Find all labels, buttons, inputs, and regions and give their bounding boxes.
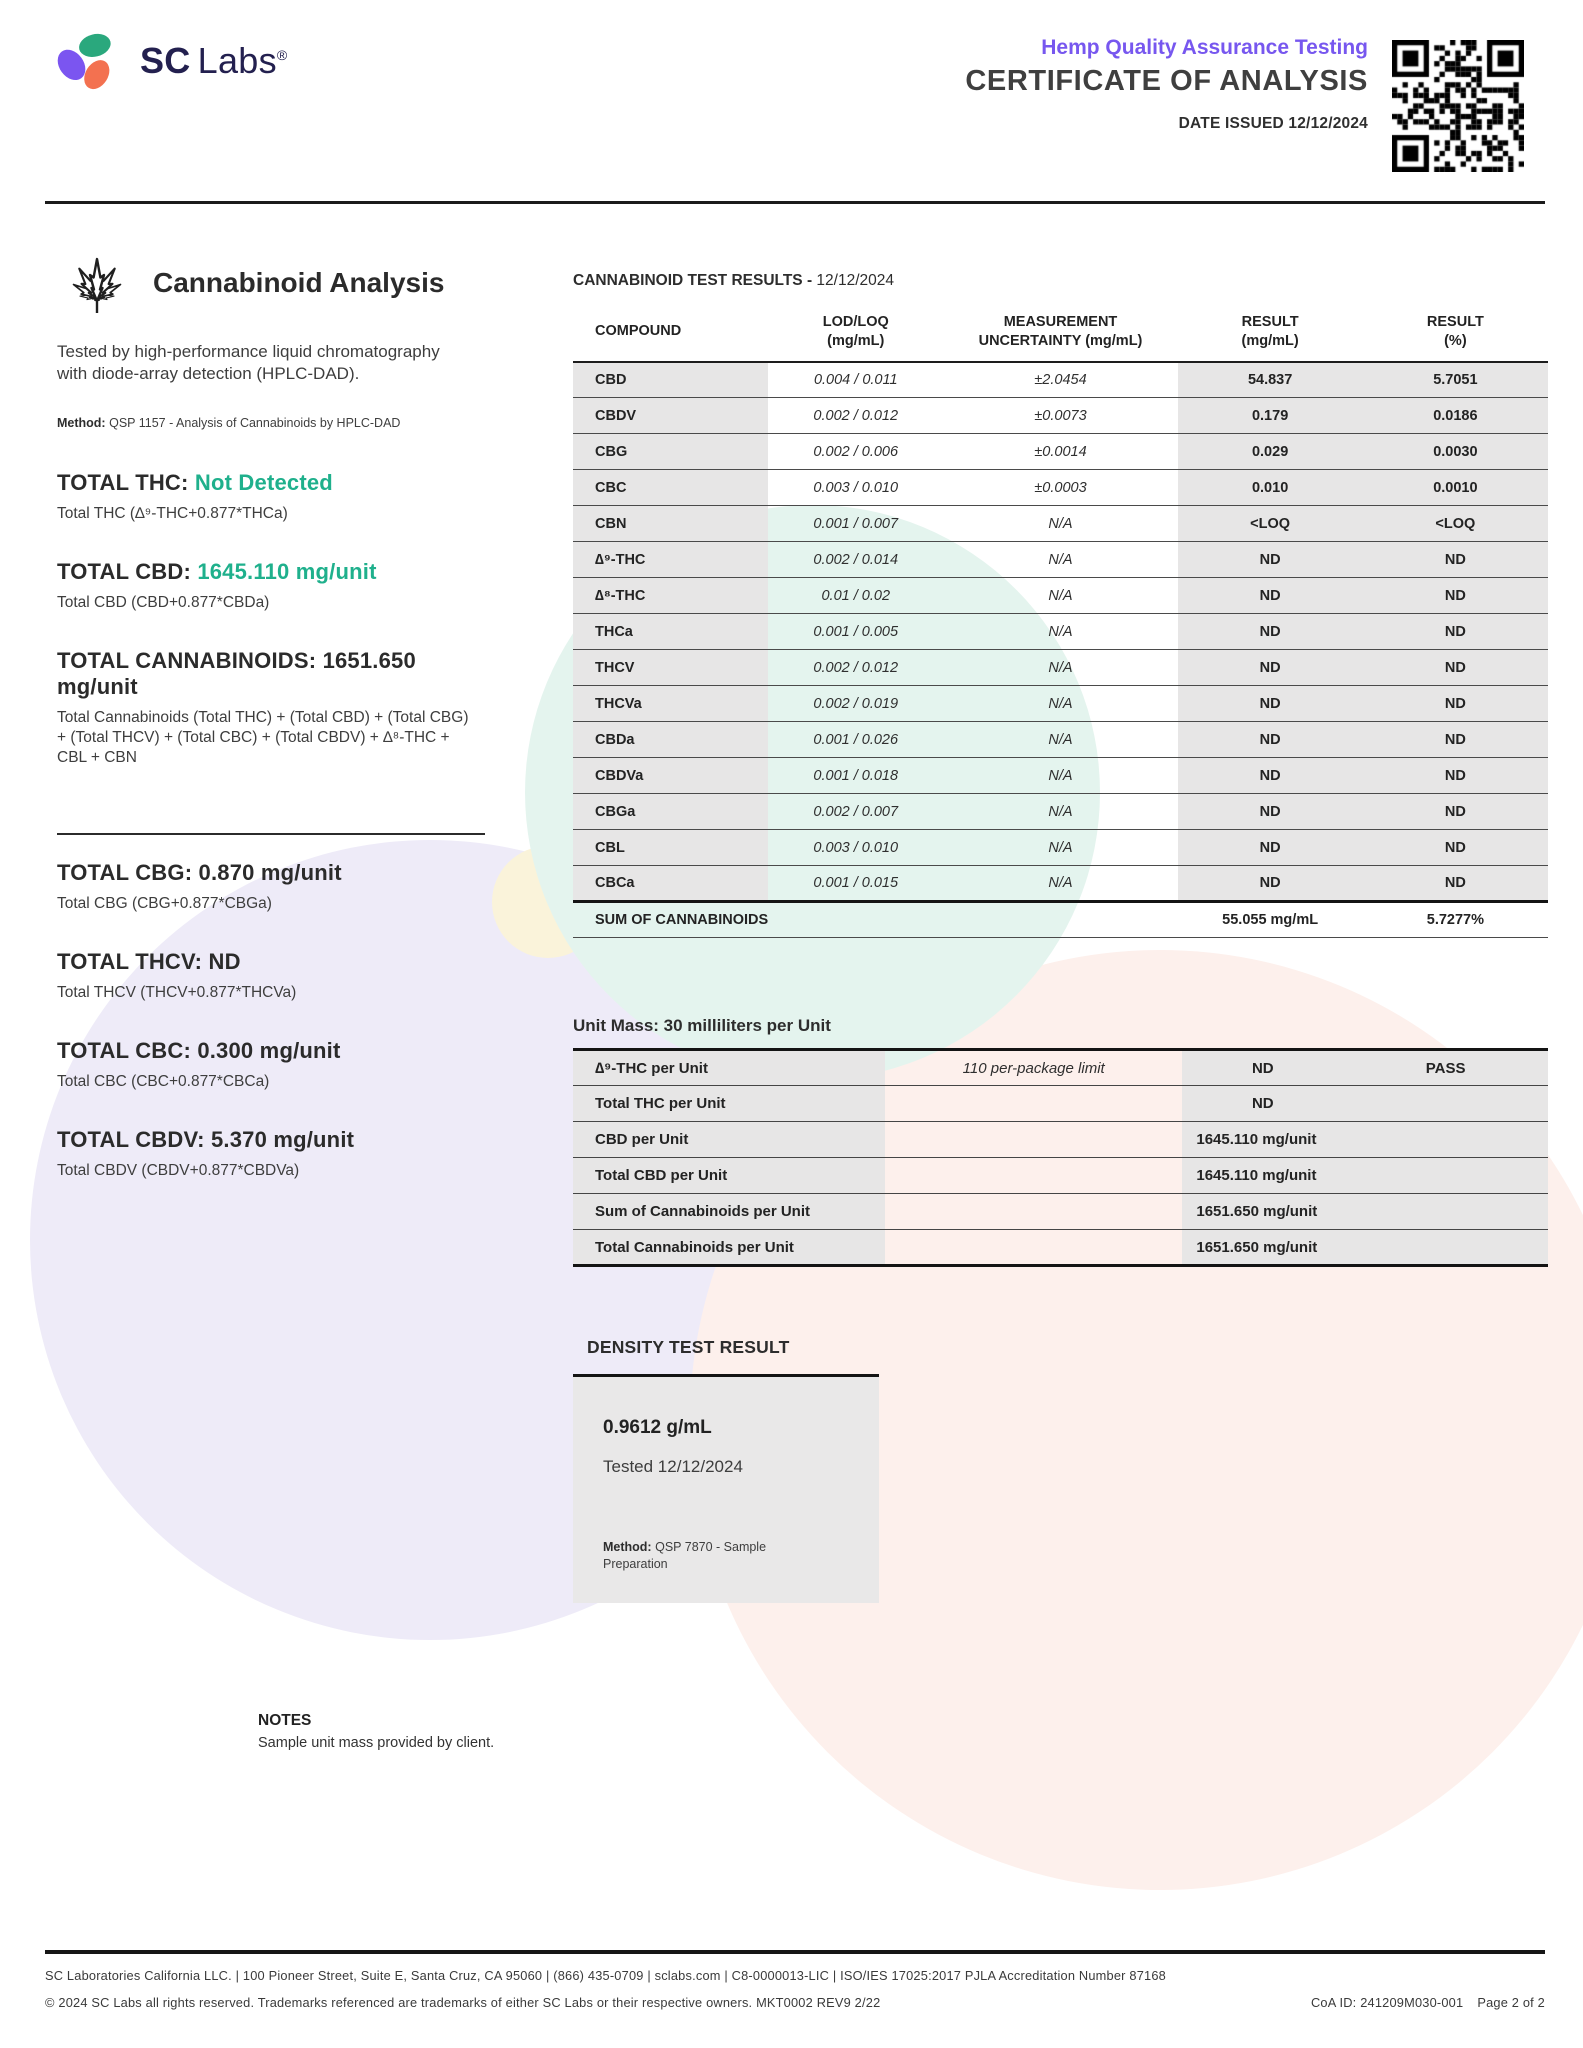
result-mg: ND bbox=[1178, 830, 1363, 866]
brand-wordmark: SC Labs® bbox=[140, 40, 288, 81]
uncertainty: N/A bbox=[944, 686, 1178, 722]
total-formula: Total CBG (CBG+0.877*CBGa) bbox=[57, 894, 272, 912]
compound-name: THCa bbox=[573, 614, 768, 650]
table-row bbox=[573, 506, 1548, 542]
compound-name: CBDa bbox=[573, 722, 768, 758]
unit-row-note bbox=[885, 1122, 1182, 1158]
unit-row-note bbox=[885, 1086, 1182, 1122]
lod-loq: 0.001 / 0.015 bbox=[768, 866, 944, 902]
registered-mark: ® bbox=[276, 47, 288, 63]
result-mg: <LOQ bbox=[1178, 506, 1363, 542]
table-row bbox=[573, 1086, 1548, 1122]
total-formula: Total CBC (CBC+0.877*CBCa) bbox=[57, 1072, 270, 1090]
result-pct: ND bbox=[1363, 686, 1548, 722]
result-mg: ND bbox=[1178, 614, 1363, 650]
table-row bbox=[573, 866, 1548, 902]
footer-page-number: Page 2 of 2 bbox=[1477, 1995, 1545, 2010]
total-label: TOTAL CBD: bbox=[57, 559, 191, 585]
unit-row-note: 110 per-package limit bbox=[885, 1050, 1182, 1086]
lod-loq: 0.002 / 0.007 bbox=[768, 794, 944, 830]
result-mg: ND bbox=[1178, 794, 1363, 830]
unit-row-label: Total CBD per Unit bbox=[573, 1158, 885, 1194]
total-value: Not Detected bbox=[194, 469, 333, 495]
unit-row-result: ND bbox=[1182, 1050, 1343, 1086]
table-row bbox=[573, 830, 1548, 866]
lod-loq: 0.002 / 0.014 bbox=[768, 542, 944, 578]
col-lodloq: LOD/LOQ (mg/mL) bbox=[768, 305, 944, 362]
total-value: 5.370 mg/unit bbox=[210, 1127, 355, 1152]
uncertainty: N/A bbox=[944, 578, 1178, 614]
unit-mass-table bbox=[573, 1048, 1548, 1267]
total-formula: Total THCV (THCV+0.877*THCVa) bbox=[57, 983, 297, 1001]
result-pct: ND bbox=[1363, 614, 1548, 650]
result-mg: 0.179 bbox=[1178, 398, 1363, 434]
lod-loq: 0.002 / 0.006 bbox=[768, 434, 944, 470]
footer-coa-id: CoA ID: 241209M030-001 bbox=[1310, 1995, 1464, 2010]
notes-heading: NOTES bbox=[258, 1712, 312, 1729]
lod-loq: 0.01 / 0.02 bbox=[768, 578, 944, 614]
sclabs-logo-icon bbox=[55, 30, 125, 92]
table-row bbox=[573, 1158, 1548, 1194]
result-pct: 0.0186 bbox=[1363, 398, 1548, 434]
uncertainty: N/A bbox=[944, 506, 1178, 542]
total-label: TOTAL CBC: bbox=[57, 1037, 191, 1063]
uncertainty: ±0.0014 bbox=[944, 434, 1178, 470]
total-formula: Total CBD (CBD+0.877*CBDa) bbox=[57, 594, 270, 612]
table-row bbox=[573, 722, 1548, 758]
result-pct: 0.0030 bbox=[1363, 434, 1548, 470]
unit-mass-heading: Unit Mass: 30 milliliters per Unit bbox=[573, 1016, 831, 1036]
program-name: Hemp Quality Assurance Testing bbox=[1041, 36, 1368, 59]
total-cannabinoids bbox=[57, 648, 489, 768]
total-value: 1645.110 mg/unit bbox=[197, 559, 377, 585]
unit-row-label: Total THC per Unit bbox=[573, 1086, 885, 1122]
table-row bbox=[573, 434, 1548, 470]
result-mg: ND bbox=[1178, 758, 1363, 794]
uncertainty: N/A bbox=[944, 794, 1178, 830]
lod-loq: 0.001 / 0.007 bbox=[768, 506, 944, 542]
lod-loq: 0.002 / 0.012 bbox=[768, 650, 944, 686]
result-mg: 0.010 bbox=[1178, 470, 1363, 506]
lod-loq: 0.002 / 0.019 bbox=[768, 686, 944, 722]
table-row bbox=[573, 470, 1548, 506]
result-mg: 54.837 bbox=[1178, 362, 1363, 398]
col-result-pct: RESULT (%) bbox=[1363, 305, 1548, 362]
unit-row-status bbox=[1343, 1086, 1548, 1122]
header-title-block bbox=[965, 36, 1368, 133]
lod-loq: 0.003 / 0.010 bbox=[768, 470, 944, 506]
total-value: 0.870 mg/unit bbox=[198, 859, 342, 885]
unit-row-result: 1645.110 mg/unit bbox=[1182, 1122, 1548, 1158]
footer-lab-info: SC Laboratories California LLC. | 100 Pioneer Street, Suite E, Santa Cruz, CA 95060 | (866) 435-0709 | sclabs.com | C8-0000013-LIC | ISO/IES 17025:2017 PJLA Accreditation Number 87168 bbox=[45, 1968, 1166, 1983]
density-method: Method: QSP 7870 - Sample Preparation bbox=[603, 1540, 767, 1572]
uncertainty: N/A bbox=[944, 866, 1178, 902]
total-cbd bbox=[57, 559, 489, 613]
uncertainty: ±0.0073 bbox=[944, 398, 1178, 434]
uncertainty: N/A bbox=[944, 542, 1178, 578]
unit-row-status: PASS bbox=[1343, 1050, 1548, 1086]
total-value: 1651.650 mg/unit bbox=[57, 648, 416, 700]
compound-name: CBDVa bbox=[573, 758, 768, 794]
method-label: Method: bbox=[57, 415, 106, 430]
notes-section bbox=[258, 1712, 494, 1751]
result-mg: ND bbox=[1178, 542, 1363, 578]
table-row bbox=[573, 650, 1548, 686]
result-pct: ND bbox=[1363, 758, 1548, 794]
unit-row-label: Total Cannabinoids per Unit bbox=[573, 1230, 885, 1266]
summary-divider bbox=[57, 833, 485, 835]
uncertainty: N/A bbox=[944, 830, 1178, 866]
table-row bbox=[573, 758, 1548, 794]
density-heading: DENSITY TEST RESULT bbox=[587, 1337, 790, 1358]
uncertainty: ±0.0003 bbox=[944, 470, 1178, 506]
total-label: TOTAL THCV: bbox=[57, 948, 203, 974]
total-formula: Total THC (∆⁹-THC+0.877*THCa) bbox=[57, 504, 288, 522]
unit-row-label: CBD per Unit bbox=[573, 1122, 885, 1158]
result-mg: 0.029 bbox=[1178, 434, 1363, 470]
unit-row-label: ∆⁹-THC per Unit bbox=[573, 1050, 885, 1086]
result-pct: ND bbox=[1363, 794, 1548, 830]
total-formula: Total Cannabinoids (Total THC) + (Total CBD) + (Total CBG) + (Total THCV) + (Total CBC) + (Total CBDV) + ∆⁸-THC + CBL + CBN bbox=[57, 709, 469, 767]
result-mg: ND bbox=[1178, 866, 1363, 902]
total-value: 0.300 mg/unit bbox=[197, 1037, 341, 1063]
compound-name: ∆⁸-THC bbox=[573, 578, 768, 614]
result-pct: <LOQ bbox=[1363, 506, 1548, 542]
total-thc bbox=[57, 470, 489, 524]
date-issued: DATE ISSUED 12/12/2024 bbox=[1178, 115, 1368, 132]
table-row bbox=[573, 578, 1548, 614]
compound-name: CBCa bbox=[573, 866, 768, 902]
uncertainty: N/A bbox=[944, 722, 1178, 758]
qr-code bbox=[1392, 40, 1524, 172]
result-pct: ND bbox=[1363, 722, 1548, 758]
table-row bbox=[573, 398, 1548, 434]
total-formula: Total CBDV (CBDV+0.877*CBDVa) bbox=[57, 1162, 300, 1179]
result-pct: ND bbox=[1363, 830, 1548, 866]
analysis-description: Tested by high-performance liquid chromatography with diode-array detection (HPLC-DAD). bbox=[57, 342, 440, 384]
lod-loq: 0.004 / 0.011 bbox=[768, 362, 944, 398]
result-mg: ND bbox=[1178, 650, 1363, 686]
result-pct: ND bbox=[1363, 542, 1548, 578]
summary-column bbox=[57, 243, 489, 1181]
notes-body: Sample unit mass provided by client. bbox=[258, 1735, 495, 1751]
uncertainty: ±2.0454 bbox=[944, 362, 1178, 398]
compound-name: CBL bbox=[573, 830, 768, 866]
result-pct: 5.7051 bbox=[1363, 362, 1548, 398]
lod-loq: 0.001 / 0.026 bbox=[768, 722, 944, 758]
table-row bbox=[573, 1122, 1548, 1158]
density-result-box bbox=[573, 1374, 879, 1603]
lod-loq: 0.002 / 0.012 bbox=[768, 398, 944, 434]
uncertainty: N/A bbox=[944, 614, 1178, 650]
col-uncertainty: MEASUREMENT UNCERTAINTY (mg/mL) bbox=[944, 305, 1178, 362]
result-pct: ND bbox=[1363, 866, 1548, 902]
sum-pct: 5.7277% bbox=[1363, 902, 1548, 938]
table-row bbox=[573, 794, 1548, 830]
compound-name: THCV bbox=[573, 650, 768, 686]
sum-row bbox=[573, 902, 1548, 938]
results-column bbox=[573, 272, 1548, 1603]
col-compound: COMPOUND bbox=[573, 305, 768, 362]
document-title: CERTIFICATE OF ANALYSIS bbox=[965, 65, 1368, 97]
unit-row-note bbox=[885, 1230, 1182, 1266]
total-label: TOTAL CBDV: bbox=[57, 1127, 205, 1152]
table-row bbox=[573, 614, 1548, 650]
unit-row-result: 1651.650 mg/unit bbox=[1182, 1230, 1548, 1266]
footer bbox=[45, 1968, 1545, 2010]
sclabs-logo bbox=[55, 30, 288, 92]
col-result-mg: RESULT (mg/mL) bbox=[1178, 305, 1363, 362]
table-row bbox=[573, 362, 1548, 398]
table-row bbox=[573, 1194, 1548, 1230]
density-value: 0.9612 g/mL bbox=[603, 1417, 712, 1439]
table-row bbox=[573, 542, 1548, 578]
table-row bbox=[573, 686, 1548, 722]
uncertainty: N/A bbox=[944, 650, 1178, 686]
compound-name: CBD bbox=[573, 362, 768, 398]
header-divider bbox=[45, 201, 1545, 204]
compound-name: CBGa bbox=[573, 794, 768, 830]
section-title: Cannabinoid Analysis bbox=[153, 267, 445, 298]
result-mg: ND bbox=[1178, 578, 1363, 614]
lod-loq: 0.001 / 0.005 bbox=[768, 614, 944, 650]
lod-loq: 0.001 / 0.018 bbox=[768, 758, 944, 794]
compound-name: CBC bbox=[573, 470, 768, 506]
total-label: TOTAL CBG: bbox=[57, 859, 193, 885]
table-row bbox=[573, 1050, 1548, 1086]
compound-name: ∆⁹-THC bbox=[573, 542, 768, 578]
section-head bbox=[57, 243, 489, 323]
total-value: ND bbox=[208, 948, 241, 974]
unit-row-note bbox=[885, 1158, 1182, 1194]
lod-loq: 0.003 / 0.010 bbox=[768, 830, 944, 866]
cannabinoid-results-table bbox=[573, 305, 1548, 938]
total-cbg bbox=[57, 860, 489, 914]
method-text: QSP 1157 - Analysis of Cannabinoids by HPLC-DAD bbox=[109, 415, 401, 430]
unit-row-result: ND bbox=[1182, 1086, 1343, 1122]
total-label: TOTAL THC: bbox=[57, 469, 189, 495]
results-table-title: CANNABINOID TEST RESULTS - 12/12/2024 bbox=[573, 272, 894, 289]
compound-name: CBG bbox=[573, 434, 768, 470]
result-pct: 0.0010 bbox=[1363, 470, 1548, 506]
compound-name: THCVa bbox=[573, 686, 768, 722]
total-cbdv bbox=[57, 1127, 489, 1181]
footer-divider bbox=[45, 1950, 1545, 1954]
total-label: TOTAL CANNABINOIDS: bbox=[57, 648, 317, 674]
results-header-row bbox=[573, 305, 1548, 362]
cannabis-leaf-icon bbox=[57, 243, 137, 323]
compound-name: CBN bbox=[573, 506, 768, 542]
result-mg: ND bbox=[1178, 686, 1363, 722]
total-thcv bbox=[57, 949, 489, 1003]
compound-name: CBDV bbox=[573, 398, 768, 434]
unit-row-result: 1645.110 mg/unit bbox=[1182, 1158, 1548, 1194]
unit-row-note bbox=[885, 1194, 1182, 1230]
footer-copyright: © 2024 SC Labs all rights reserved. Trademarks referenced are trademarks of either SC Labs or their respective owners. MKT0002 REV9 2/22 bbox=[45, 1995, 881, 2010]
result-mg: ND bbox=[1178, 722, 1363, 758]
sum-mg: 55.055 mg/mL bbox=[1178, 902, 1363, 938]
table-row bbox=[573, 1230, 1548, 1266]
uncertainty: N/A bbox=[944, 758, 1178, 794]
density-tested-date: Tested 12/12/2024 bbox=[603, 1457, 743, 1477]
result-pct: ND bbox=[1363, 650, 1548, 686]
unit-row-label: Sum of Cannabinoids per Unit bbox=[573, 1194, 885, 1230]
unit-row-result: 1651.650 mg/unit bbox=[1182, 1194, 1548, 1230]
sum-label: SUM OF CANNABINOIDS bbox=[573, 902, 1178, 938]
total-cbc bbox=[57, 1038, 489, 1092]
analysis-method bbox=[57, 416, 489, 430]
result-pct: ND bbox=[1363, 578, 1548, 614]
